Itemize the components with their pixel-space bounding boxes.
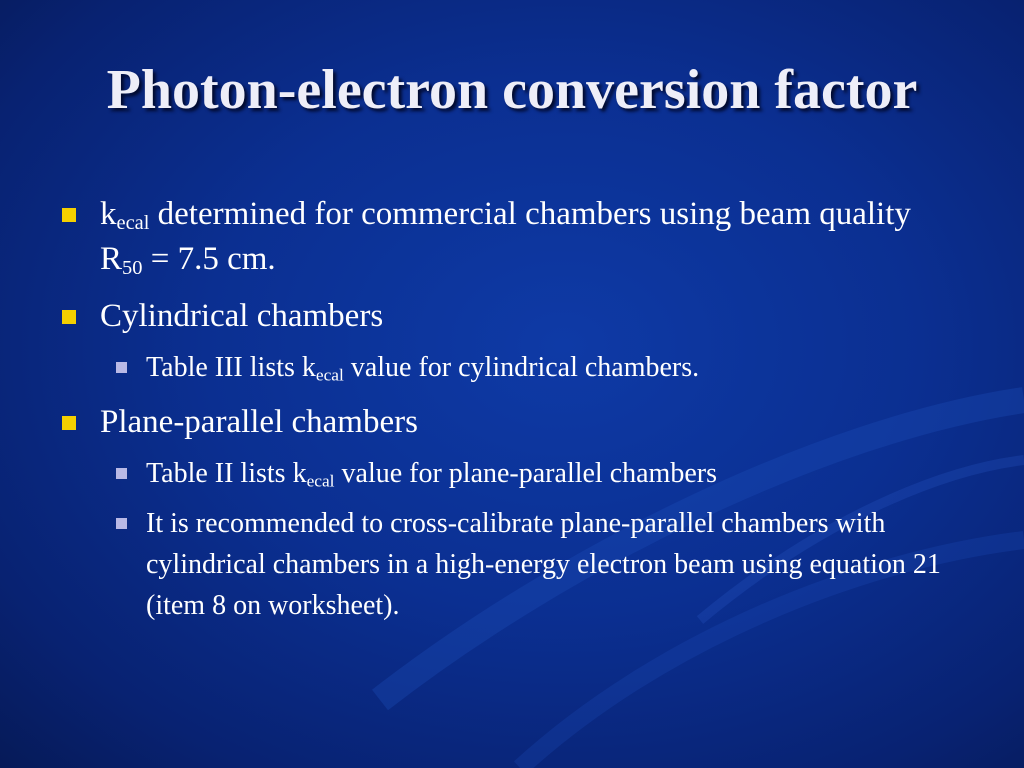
bullet-square-icon	[116, 362, 127, 373]
bullet-square-icon	[116, 468, 127, 479]
subbullet-table-ii: Table II lists $k_{ecal}$ value for plane-parallel chambers	[146, 453, 966, 494]
slide-title: Photon-electron conversion factor	[106, 59, 918, 121]
bullet-square-icon	[62, 208, 76, 222]
subbullet-table-iii: Table III lists $k_{ecal}$ value for cylindrical chambers.	[146, 347, 966, 388]
bullet-plane-parallel-chambers: Plane-parallel chambers	[100, 400, 960, 445]
bullet-square-icon	[62, 310, 76, 324]
subbullet-cross-calibrate: It is recommended to cross-calibrate plane-parallel chambers with cylindrical chambers in a high-energy electron beam using equation 21 (item 8 on worksheet).	[146, 503, 966, 626]
bullet-cylindrical-chambers: Cylindrical chambers	[100, 294, 960, 339]
bullet-square-icon	[116, 518, 127, 529]
bullet-square-icon	[62, 416, 76, 430]
bullet-kecal: $k_{ecal}$ determined for commercial chambers using beam quality $R_{50} = 7.5$ cm.	[100, 192, 960, 282]
